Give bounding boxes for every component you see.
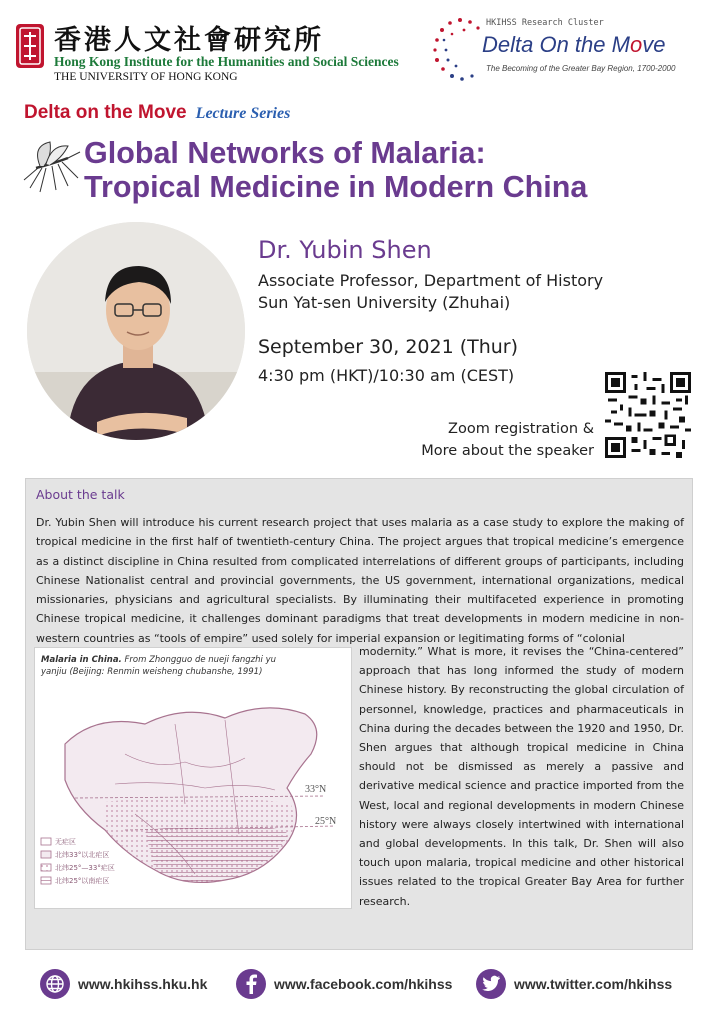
qr-code-icon[interactable] (605, 372, 691, 458)
map-caption (41, 654, 281, 678)
series-name: Delta on the Move (24, 102, 187, 123)
twitter-url[interactable]: www.twitter.com/hkihss (514, 976, 673, 992)
speaker-position: Associate Professor, Department of History (258, 271, 604, 290)
footer-links (0, 966, 724, 1006)
lecture-series (24, 102, 290, 124)
zoom-line-2: More about the speaker (421, 443, 594, 459)
map-label-33n: 33°N (305, 784, 327, 795)
china-malaria-map (35, 684, 353, 910)
speaker-photo (27, 222, 245, 440)
facebook-url[interactable]: www.facebook.com/hkihss (274, 976, 453, 992)
map-caption-title: Malaria in China. (41, 655, 122, 665)
speaker-university: Sun Yat-sen University (Zhuhai) (258, 293, 511, 312)
map-legend-1: 无疟区 (55, 838, 76, 846)
zoom-registration-text (421, 418, 594, 462)
map-legend-2: 北纬33°以北疟区 (55, 851, 110, 859)
zoom-line-1: Zoom registration & (448, 421, 594, 437)
event-date: September 30, 2021 (Thur) (258, 336, 519, 358)
malaria-map-figure (34, 647, 352, 909)
speaker-name: Dr. Yubin Shen (258, 236, 432, 264)
dotted-circle-icon (430, 14, 490, 84)
hkihss-logo (14, 18, 399, 84)
facebook-link[interactable] (236, 966, 452, 1002)
speaker-affiliation (258, 270, 603, 314)
about-section (25, 478, 693, 950)
twitter-icon (476, 969, 506, 999)
speaker-portrait-icon (27, 222, 245, 440)
cluster-title-o-glyph: o (629, 32, 643, 57)
cluster-title (482, 32, 665, 58)
cluster-title-start: Delta On the M (482, 32, 630, 57)
twitter-link[interactable] (476, 966, 672, 1002)
website-url[interactable]: www.hkihss.hku.hk (78, 976, 208, 992)
series-label: Lecture Series (195, 105, 291, 122)
mosquito-icon (22, 138, 84, 196)
institute-seal-icon (14, 22, 46, 70)
map-label-25n: 25°N (315, 816, 337, 827)
university-name: THE UNIVERSITY OF HONG KONG (54, 71, 238, 83)
map-legend-3: 北纬25°—33°疟区 (55, 864, 115, 872)
talk-title-line-2: Tropical Medicine in Modern China (84, 170, 588, 204)
institute-name-english: Hong Kong Institute for the Humanities and Social Sciences (54, 54, 399, 69)
talk-title (84, 136, 587, 204)
map-legend-4: 北纬25°以南疟区 (55, 877, 110, 885)
about-paragraph-2: modernity.” What is more, it revises the “China-centered” approach that has long informed the study of modern Chinese history. By reconstructing the global circulation of personnel, knowledge, practices and pharmaceuticals in China during the decades between the 1920 and 1950, Dr. Shen argues that although tropical medicine in China should not be dismissed as merely a passive and derivative medical science and practice imported from the West, local and regional developments in modern Chinese history were always closely intertwined with international and global developments. In this talk, Dr. Shen will also touch upon malaria, tropical medicine and other historical issues related to the tropical Greater Bay Area for further research. (359, 645, 684, 908)
globe-icon (40, 969, 70, 999)
delta-on-the-move-logo (430, 14, 715, 94)
cluster-title-end: ve (642, 32, 666, 57)
map-caption-source: From Zhongguo de nueji fangzhi yu yanjiu (Beijing: Renmin weisheng chubanshe, 1991) (41, 655, 277, 677)
research-cluster-label: HKIHSS Research Cluster (486, 18, 604, 28)
event-time: 4:30 pm (HKT)/10:30 am (CEST) (258, 366, 515, 385)
facebook-icon (236, 969, 266, 999)
institute-name-chinese: 香港人文社會研究所 (54, 25, 324, 56)
website-link[interactable] (40, 966, 207, 1002)
talk-title-line-1: Global Networks of Malaria: (84, 136, 486, 170)
about-paragraph-1: Dr. Yubin Shen will introduce his current research project that uses malaria as a case study to explore the making of tropical medicine in the first half of twentieth-century China. The project argues that tropical medicine’s emergence as a distinct discipline in China resulted from complicated interrelations of different groups of participants, including Chinese Nationalist central and provincial governments, the US government, international organizations, medical missionaries, physicians and agricultural specialists. By illuminating their multifaceted experience in promoting Chinese tropical medicine, it challenges dominant paradigms that treat developments in modern medicine in non-western countries as “tools of empire” used solely for imperial expansion or legitimating forms of “colonial (36, 516, 684, 645)
cluster-subtitle: The Becoming of the Greater Bay Region, 1700-2000 (486, 64, 676, 73)
about-heading: About the talk (36, 487, 125, 502)
